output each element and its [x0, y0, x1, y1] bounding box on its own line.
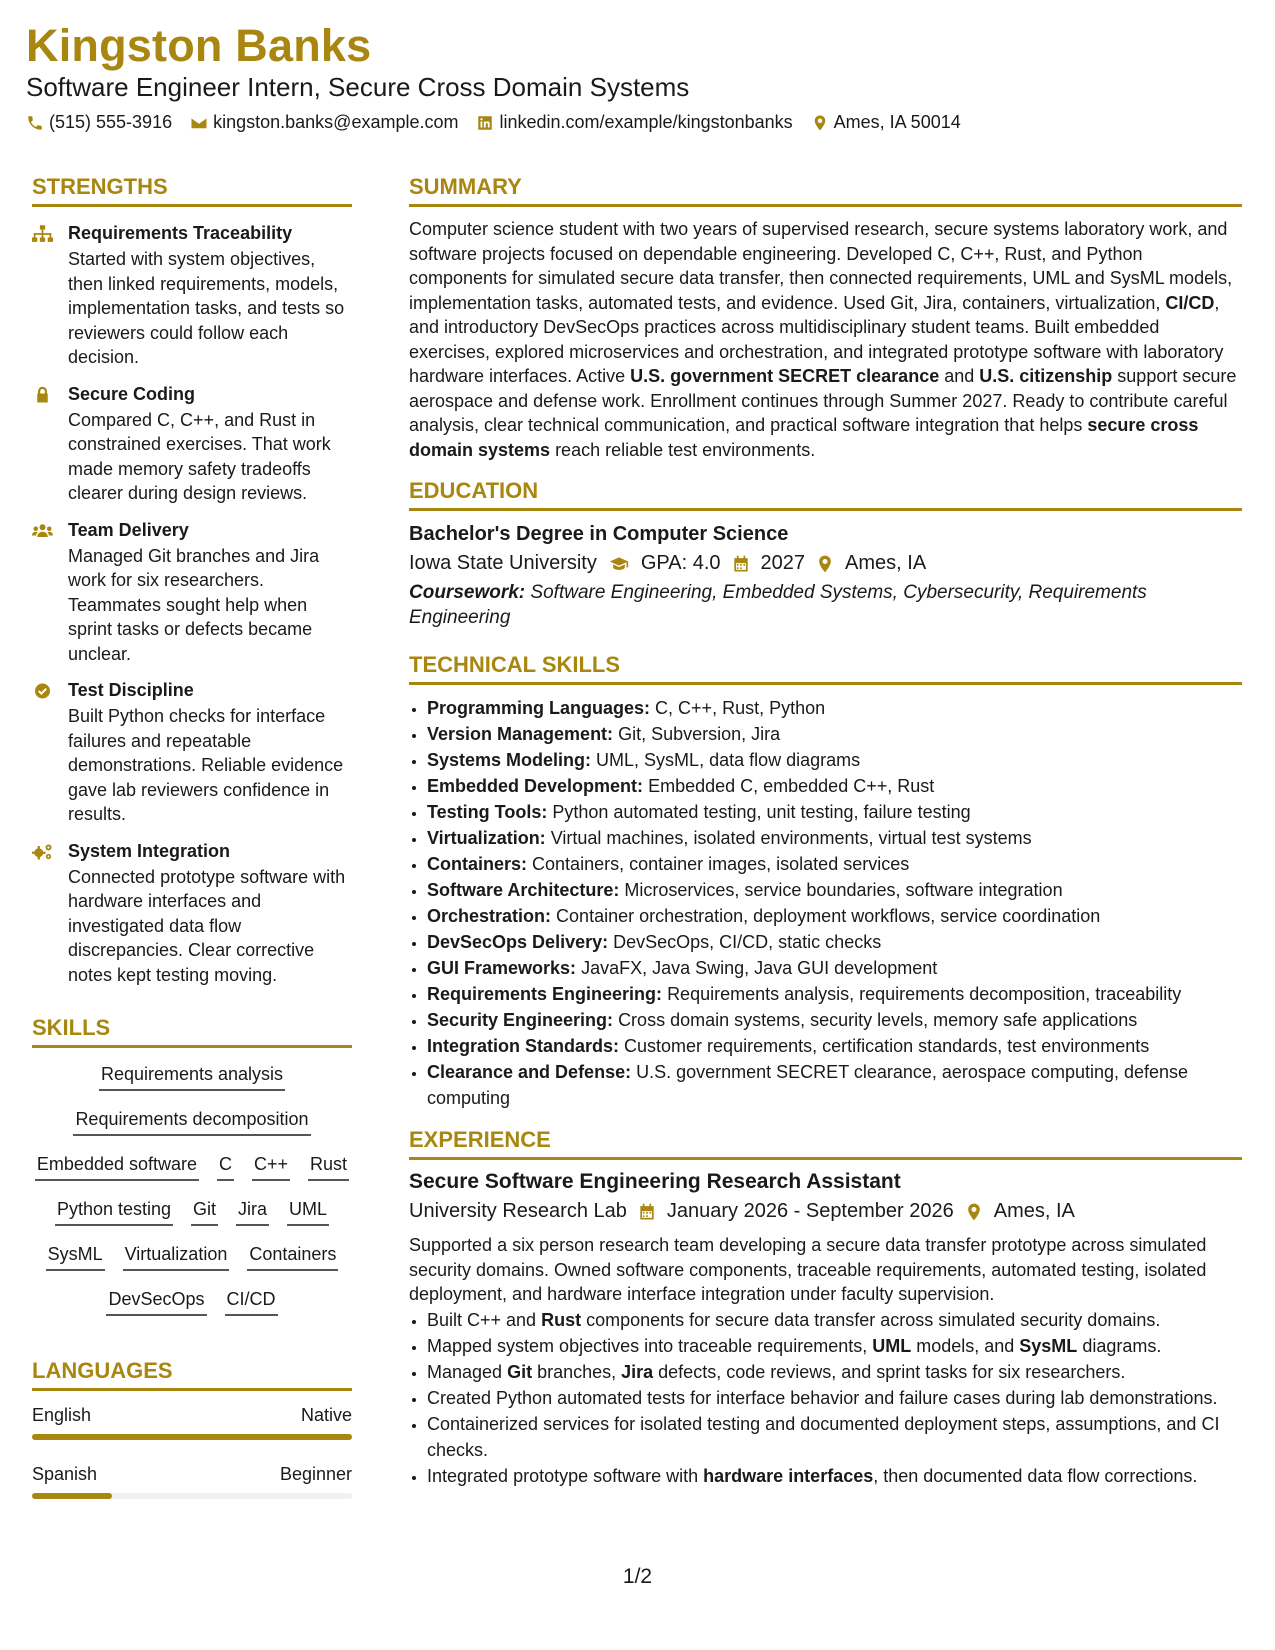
contact-phone: [26, 112, 172, 133]
strengths-title: STRENGTHS: [32, 174, 352, 207]
technical-skill-value: Customer requirements, certification standards, test environments: [624, 1036, 1150, 1056]
technical-skill-value: UML, SysML, data flow diagrams: [596, 750, 861, 770]
technical-skill-item: [427, 799, 1242, 825]
job-bullet: • Mapped system objectives into traceable requirements, UML models, and SysML diagrams.: [427, 1333, 1242, 1359]
strength-title: Test Discipline: [68, 680, 194, 700]
linkedin-text[interactable]: linkedin.com/example/kingstonbanks: [499, 112, 793, 132]
technical-skill-value: Container orchestration, deployment workflows, service coordination: [556, 906, 1101, 926]
technical-skill-item: [427, 825, 1242, 851]
map-pin-icon: [964, 1202, 984, 1222]
technical-skill-label: Embedded Development:: [427, 776, 644, 796]
resume-name: Kingston Banks: [26, 20, 372, 71]
technical-skill-value: Git, Subversion, Jira: [618, 724, 781, 744]
strength-desc: Built Python checks for interface failures and repeatable demonstrations. Reliable evidence gave lab reviewers confidence in results.: [68, 706, 344, 824]
skill-tag: CI/CD: [225, 1289, 278, 1316]
technical-skill-label: Software Architecture:: [427, 880, 620, 900]
technical-skill-label: Clearance and Defense:: [427, 1062, 632, 1082]
technical-skill-item: [427, 955, 1242, 981]
linkedin-icon: [476, 114, 494, 132]
gears-icon: [32, 841, 56, 988]
skill-tag: C++: [252, 1154, 290, 1181]
contact-email[interactable]: [190, 112, 458, 133]
education-title: EDUCATION: [409, 478, 1242, 511]
technical-skill-label: Orchestration:: [427, 906, 552, 926]
sitemap-icon: [32, 223, 56, 370]
graduation-cap-icon: [607, 554, 631, 574]
skill-tag: Containers: [247, 1244, 338, 1271]
job-bullet: • Integrated prototype software with hardware interfaces, then documented data flow corrections.: [427, 1463, 1242, 1489]
strength-item: [32, 384, 352, 506]
language-item: [32, 1464, 352, 1499]
technical-skill-value: Containers, container images, isolated services: [532, 854, 910, 874]
technical-skill-item: [427, 1059, 1242, 1111]
summary-title: SUMMARY: [409, 174, 1242, 207]
job-bullet: • Managed Git branches, Jira defects, code reviews, and sprint tasks for six researchers.: [427, 1359, 1242, 1385]
skill-row: [32, 1154, 352, 1181]
strength-title: Secure Coding: [68, 383, 196, 404]
technical-skill-label: Testing Tools:: [427, 802, 548, 822]
education-meta: [409, 552, 1242, 575]
strength-item: [32, 223, 352, 370]
job-dates: January 2026 - September 2026: [666, 1200, 954, 1222]
technical-skill-label: Systems Modeling:: [427, 750, 592, 770]
technical-skill-value: JavaFX, Java Swing, Java GUI development: [581, 958, 938, 978]
skill-tag: DevSecOps: [106, 1289, 206, 1316]
technical-skills-title: TECHNICAL SKILLS: [409, 652, 1242, 685]
technical-skill-value: C, C++, Rust, Python: [655, 698, 826, 718]
skill-tag: Requirements analysis: [99, 1064, 285, 1091]
skills-list: [32, 1064, 352, 1316]
skill-tag: Git: [191, 1199, 218, 1226]
skill-tag: Virtualization: [123, 1244, 230, 1271]
skill-tag: C: [217, 1154, 234, 1181]
skills-title: SKILLS: [32, 1015, 352, 1048]
language-level: Native: [300, 1405, 352, 1425]
strength-desc: Compared C, C++, and Rust in constrained exercises. That work made memory safety tradeoffs clearer during design reviews.: [68, 409, 331, 503]
skill-tag: Rust: [308, 1154, 349, 1181]
users-icon: [32, 520, 56, 667]
language-proficiency-bar: [32, 1434, 352, 1440]
strengths-list: [32, 223, 352, 987]
language-name: Spanish: [32, 1464, 98, 1484]
skill-row: [32, 1109, 352, 1136]
contact-bar: [26, 112, 961, 133]
technical-skill-item: [427, 929, 1242, 955]
technical-skill-value: Python automated testing, unit testing, failure testing: [552, 802, 971, 822]
technical-skill-item: [427, 1033, 1242, 1059]
school: Iowa State University: [409, 552, 597, 574]
technical-skill-item: [427, 721, 1242, 747]
skill-row: [32, 1064, 352, 1091]
technical-skill-value: Cross domain systems, security levels, memory safe applications: [618, 1010, 1138, 1030]
job-meta: [409, 1200, 1242, 1223]
technical-skill-value: U.S. government SECRET clearance, aerospace computing, defense computing: [427, 1062, 1189, 1108]
technical-skill-item: [427, 877, 1242, 903]
technical-skill-value: Requirements analysis, requirements decomposition, traceability: [667, 984, 1182, 1004]
email-text[interactable]: kingston.banks@example.com: [213, 112, 459, 132]
map-pin-icon: [815, 554, 835, 574]
technical-skill-value: Microservices, service boundaries, software integration: [624, 880, 1063, 900]
technical-skill-label: Containers:: [427, 854, 528, 874]
gpa: GPA: 4.0: [640, 552, 721, 574]
job-bullets: [409, 1307, 1242, 1489]
language-proficiency-bar: [32, 1493, 352, 1499]
technical-skill-label: Requirements Engineering:: [427, 984, 663, 1004]
languages-list: [32, 1405, 352, 1499]
skill-row: [32, 1199, 352, 1226]
technical-skill-value: Virtual machines, isolated environments, virtual test systems: [550, 828, 1032, 848]
contact-linkedin[interactable]: [476, 112, 792, 133]
skill-row: [32, 1244, 352, 1271]
check-circle-icon: [32, 680, 56, 827]
strength-desc: Managed Git branches and Jira work for six researchers. Teammates sought help when sprint tasks or defects became unclear.: [68, 545, 320, 664]
envelope-icon: [190, 114, 208, 132]
coursework-text: Software Engineering, Embedded Systems, Cybersecurity, Requirements Engineering: [409, 582, 1147, 628]
skill-tag: Embedded software: [35, 1154, 199, 1181]
technical-skill-item: [427, 851, 1242, 877]
language-proficiency-fill: [32, 1493, 112, 1499]
phone-icon: [26, 114, 44, 132]
job-title: Secure Software Engineering Research Assistant: [409, 1170, 901, 1193]
job-bullet: • Created Python automated tests for interface behavior and failure cases during lab demonstrations.: [427, 1385, 1242, 1411]
contact-location: [811, 112, 961, 133]
strength-item: [32, 520, 352, 667]
technical-skill-item: [427, 773, 1242, 799]
summary-text: Computer science student with two years of supervised research, secure systems laboratory work, and software projects focused on dependable engineering. Developed C, C++, Rust, and Python components for simulated secure data transfer, then connected requirements, UML and SysML models, implementation tasks, automated tests, and evidence. Used Git, Jira, containers, virtualization, CI/CD, and introductory DevSecOps practices across multidisciplinary student teams. Built embedded exercises, explored microservices and orchestration, and integrated prototype software with laboratory hardware interfaces. Active U.S. government SECRET clearance and U.S. citizenship support secure aerospace and defense work. Enrollment continues through Summer 2027. Ready to contribute careful analysis, clear technical communication, and practical software integration that helps secure cross domain systems reach reliable test environments.: [409, 219, 1237, 460]
page-number: 1/2: [622, 1565, 653, 1588]
technical-skills-list: [409, 695, 1242, 1111]
technical-skill-label: Integration Standards:: [427, 1036, 620, 1056]
technical-skill-label: GUI Frameworks:: [427, 958, 577, 978]
technical-skill-item: [427, 1007, 1242, 1033]
strength-title: Team Delivery: [68, 519, 189, 540]
phone-text: (515) 555-3916: [49, 112, 173, 132]
technical-skill-item: [427, 695, 1242, 721]
skill-tag: Python testing: [55, 1199, 173, 1226]
technical-skill-label: Version Management:: [427, 724, 614, 744]
right-column: [409, 174, 1242, 1489]
strength-item: [32, 841, 352, 988]
grad-year: 2027: [760, 552, 806, 574]
technical-skill-item: [427, 981, 1242, 1007]
technical-skill-item: [427, 903, 1242, 929]
technical-skill-label: Programming Languages:: [427, 698, 651, 718]
job-org: University Research Lab: [409, 1200, 627, 1222]
technical-skill-item: [427, 747, 1242, 773]
map-pin-icon: [811, 114, 829, 132]
technical-skill-label: Security Engineering:: [427, 1010, 614, 1030]
coursework-label: Coursework:: [409, 582, 526, 603]
skill-tag: SysML: [46, 1244, 105, 1271]
degree: Bachelor's Degree in Computer Science: [409, 523, 789, 545]
language-proficiency-fill: [32, 1434, 352, 1440]
languages-title: LANGUAGES: [32, 1358, 352, 1391]
lock-icon: [32, 384, 56, 506]
strength-desc: Connected prototype software with hardware interfaces and investigated data flow discrepancies. Clear corrective notes kept testing moving.: [68, 866, 346, 985]
calendar-icon: [731, 554, 751, 574]
resume-role: Software Engineer Intern, Secure Cross Domain Systems: [26, 72, 690, 102]
job-bullet: • Built C++ and Rust components for secure data transfer across simulated security domains.: [427, 1307, 1242, 1333]
job-intro: Supported a six person research team developing a secure data transfer prototype across simulated security domains. Owned software components, traceable requirements, automated testing, isolated deployment, and hardware interface integration under faculty supervision.: [409, 1235, 1207, 1304]
job-bullet: • Containerized services for isolated testing and documented deployment steps, assumptions, and CI checks.: [427, 1411, 1242, 1463]
strength-item: [32, 680, 352, 827]
strength-desc: Started with system objectives, then linked requirements, models, implementation tasks, and tests so reviewers could follow each decision.: [68, 249, 345, 367]
language-name: English: [32, 1405, 92, 1425]
language-item: [32, 1405, 352, 1440]
experience-title: EXPERIENCE: [409, 1127, 1242, 1160]
technical-skill-label: DevSecOps Delivery:: [427, 932, 609, 952]
coursework: [409, 581, 1242, 630]
technical-skill-value: DevSecOps, CI/CD, static checks: [613, 932, 882, 952]
calendar-icon: [637, 1202, 657, 1222]
left-column: [32, 174, 352, 1517]
skill-row: [32, 1289, 352, 1316]
job-location: Ames, IA: [993, 1200, 1075, 1222]
strength-title: System Integration: [68, 840, 231, 861]
technical-skill-label: Virtualization:: [427, 828, 546, 848]
skill-tag: Jira: [236, 1199, 269, 1226]
strength-title: Requirements Traceability: [68, 223, 293, 243]
skill-tag: Requirements decomposition: [73, 1109, 310, 1136]
location-text: Ames, IA 50014: [833, 112, 961, 132]
education-location: Ames, IA: [845, 552, 927, 574]
language-level: Beginner: [279, 1464, 352, 1484]
skill-tag: UML: [287, 1199, 329, 1226]
technical-skill-value: Embedded C, embedded C++, Rust: [648, 776, 935, 796]
